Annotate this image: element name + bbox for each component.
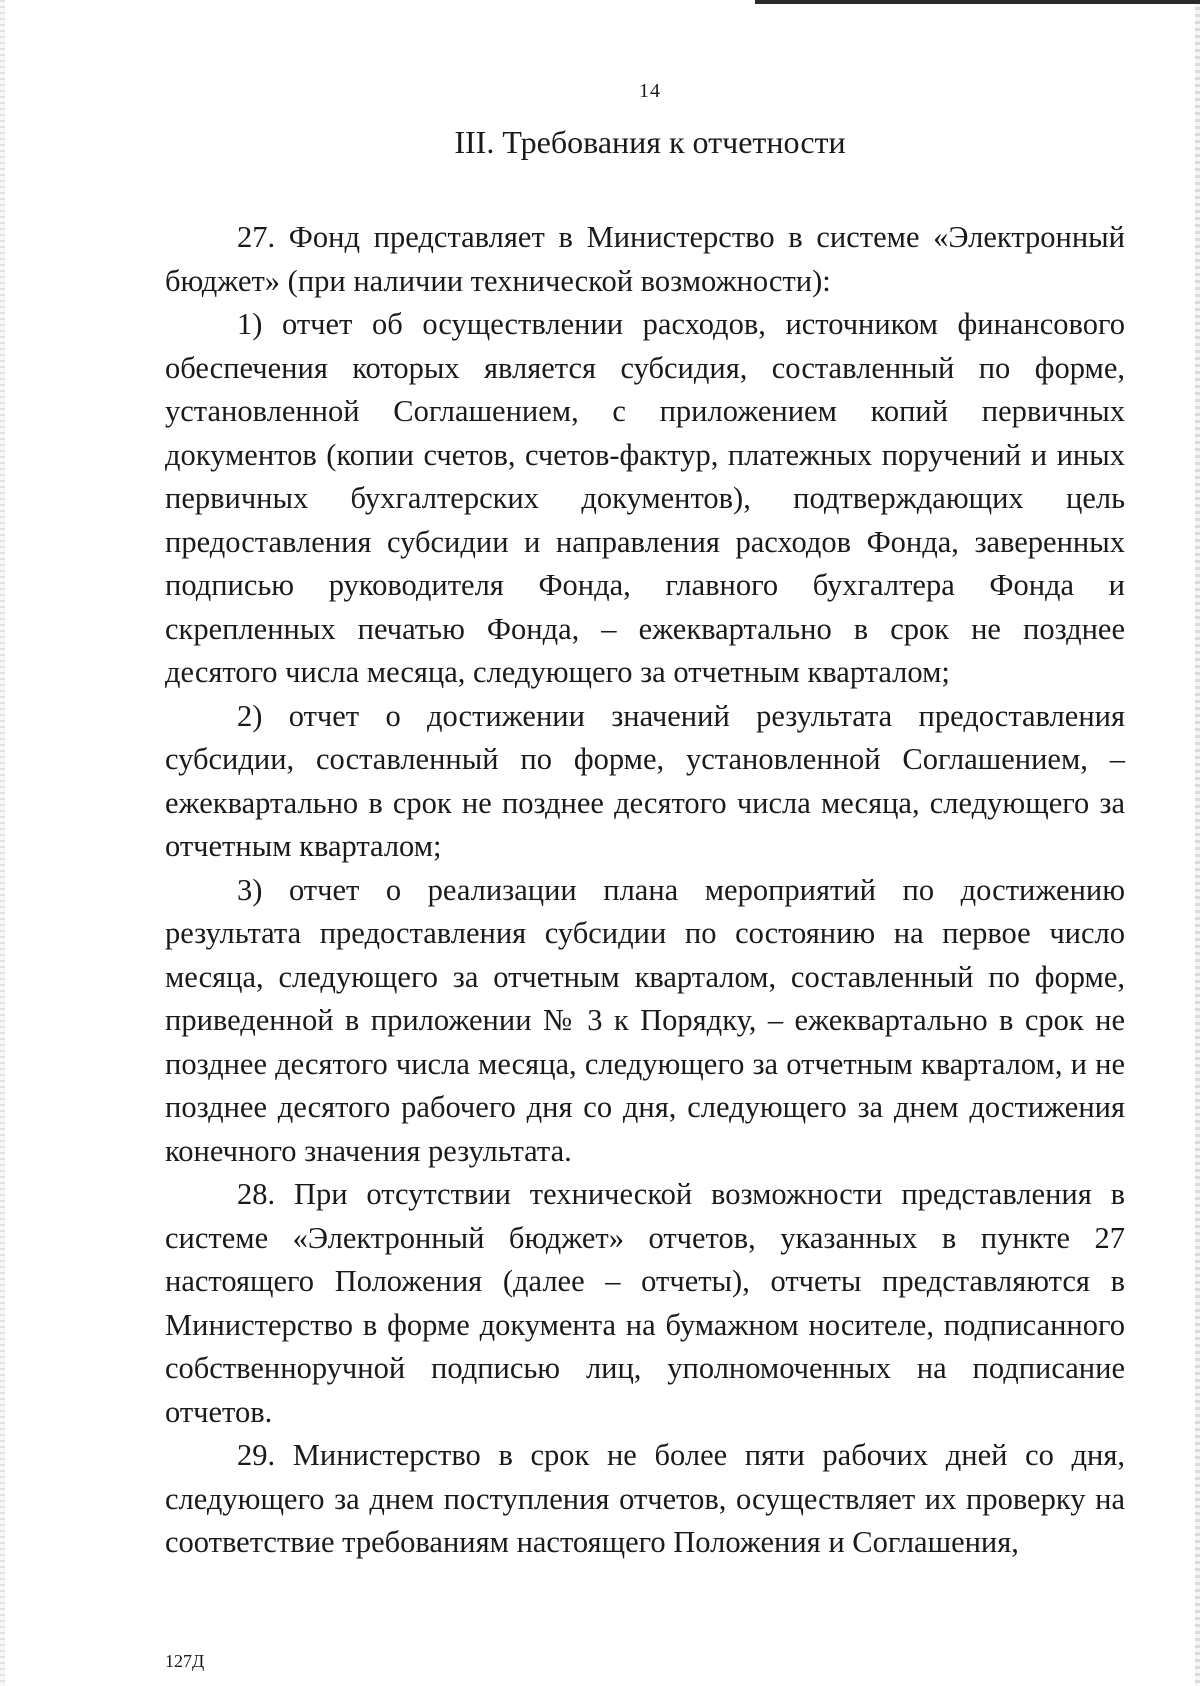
footer-document-code: 127Д	[165, 1651, 205, 1671]
paragraph-27-item-1: 1) отчет об осуществлении расходов, источником финансового обеспечения которых является субсидия, составленный по форме, установленной Соглашением, с приложением копий первичных документов (копии счетов, счетов-фактур, платежных поручений и иных первичных бухгалтерских документов), подтверждающих цель предоставления субсидии и направления расходов Фонда, заверенных подписью руководителя Фонда, главного бухгалтера Фонда и скрепленных печатью Фонда, – ежеквартально в срок не позднее десятого числа месяца, следующего за отчетным кварталом;	[165, 307, 1125, 689]
paragraph-27: 27. Фонд представляет в Министерство в системе «Электронный бюджет» (при наличии технической возможности):	[165, 220, 1125, 298]
paragraph-27-item-2: 2) отчет о достижении значений результата предоставления субсидии, составленный по форме, установленной Соглашением, – ежеквартально в срок не позднее десятого числа месяца, следующего за отчетным кварталом;	[165, 698, 1125, 863]
paragraph-27-item-3: 3) отчет о реализации плана мероприятий по достижению результата предоставления субсидии по состоянию на первое число месяца, следующего за отчетным кварталом, составленный по форме, приведенной в приложении № 3 к Порядку, – ежеквартально в срок не позднее десятого числа месяца, следующего за отчетным кварталом, и не позднее десятого рабочего дня со дня, следующего за днем достижения конечного значения результата.	[165, 872, 1125, 1168]
paragraph-28: 28. При отсутствии технической возможности представления в системе «Электронный бюджет» отчетов, указанных в пункте 27 настоящего Положения (далее – отчеты), отчеты представляются в Министерство в форме документа на бумажном носителе, подписанного собственноручной подписью лиц, уполномоченных на подписание отчетов.	[165, 1177, 1125, 1429]
scan-top-rule	[755, 0, 1200, 4]
scan-edge-right	[1195, 0, 1200, 1686]
section-title: III. Требования к отчетности	[454, 124, 846, 160]
page-number: 14	[639, 80, 661, 102]
scan-edge-left	[0, 0, 5, 1686]
paragraph-29: 29. Министерство в срок не более пяти рабочих дней со дня, следующего за днем поступления отчетов, осуществляет их проверку на соответствие требованиям настоящего Положения и Соглашения,	[165, 1438, 1125, 1559]
document-body	[165, 216, 1125, 1565]
